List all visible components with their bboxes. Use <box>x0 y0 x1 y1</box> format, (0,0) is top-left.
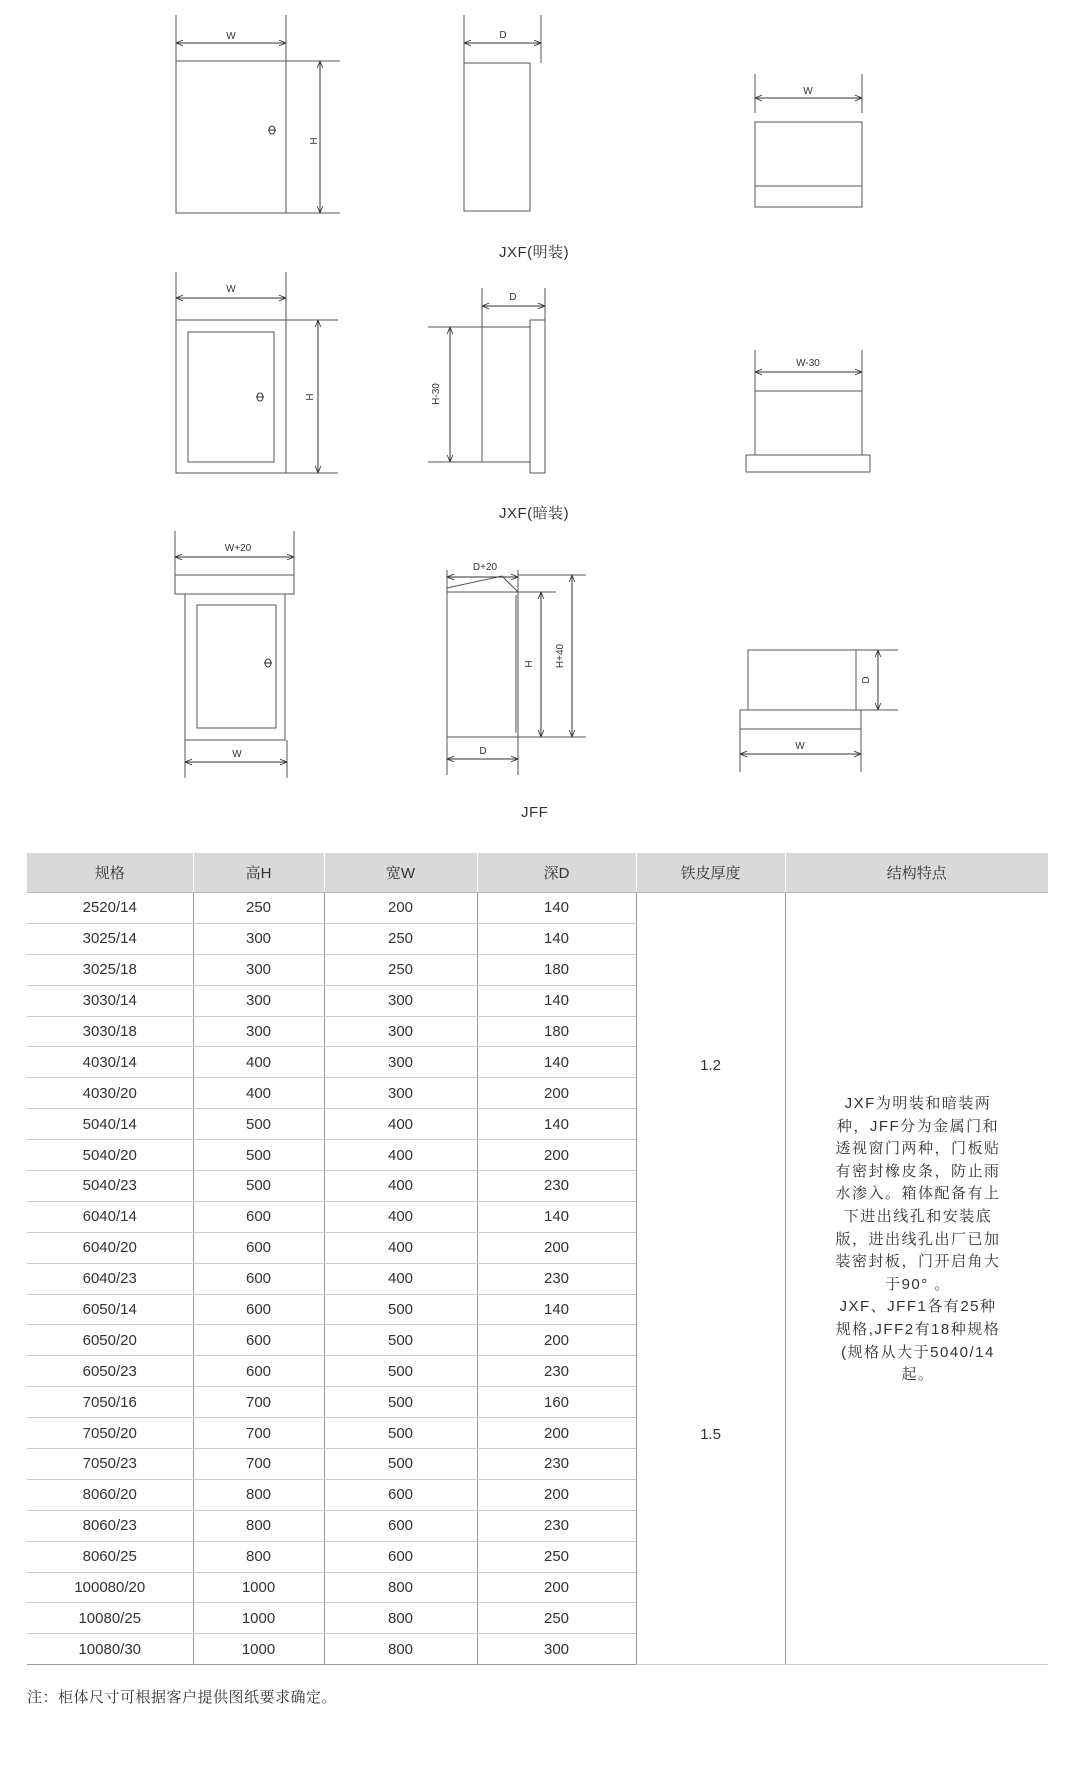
cell-depth: 140 <box>477 893 636 924</box>
jxf-surface-top-view <box>755 74 862 207</box>
cell-spec: 6050/20 <box>27 1325 193 1356</box>
label-d: D <box>479 746 487 757</box>
cell-height: 800 <box>193 1479 324 1510</box>
cell-depth: 140 <box>477 1294 636 1325</box>
cell-depth: 200 <box>477 1140 636 1171</box>
cell-depth: 300 <box>477 1634 636 1665</box>
footnote: 注：柜体尺寸可根据客户提供图纸要求确定。 <box>27 1689 338 1706</box>
cell-depth: 140 <box>477 1047 636 1078</box>
lock-icon <box>268 126 276 134</box>
cell-depth: 200 <box>477 1325 636 1356</box>
label-w: W <box>803 86 813 97</box>
label-h: H <box>307 137 318 145</box>
table-row <box>27 893 1048 924</box>
jxf-surface-side-view <box>464 15 541 211</box>
cell-depth: 230 <box>477 1171 636 1202</box>
header-features: 结构特点 <box>785 853 1048 893</box>
cell-height: 800 <box>193 1541 324 1572</box>
cell-spec: 8060/25 <box>27 1541 193 1572</box>
jff-front-view <box>175 531 294 778</box>
cell-height: 400 <box>193 1078 324 1109</box>
cell-width: 800 <box>324 1572 477 1603</box>
table-header-row <box>27 853 1048 893</box>
cell-width: 500 <box>324 1387 477 1418</box>
cell-depth: 140 <box>477 923 636 954</box>
cell-depth: 230 <box>477 1356 636 1387</box>
cell-depth: 250 <box>477 1603 636 1634</box>
label-w: W <box>232 749 242 760</box>
cell-width: 600 <box>324 1541 477 1572</box>
cell-spec: 10080/25 <box>27 1603 193 1634</box>
cell-depth: 180 <box>477 1016 636 1047</box>
label-w: W <box>795 741 805 752</box>
cell-depth: 230 <box>477 1263 636 1294</box>
cell-height: 600 <box>193 1263 324 1294</box>
cell-width: 400 <box>324 1232 477 1263</box>
thickness-value: 1.2 <box>700 1057 721 1074</box>
cell-width: 500 <box>324 1356 477 1387</box>
cell-height: 600 <box>193 1201 324 1232</box>
cell-width: 200 <box>324 893 477 924</box>
cell-depth: 230 <box>477 1510 636 1541</box>
cell-spec: 3025/18 <box>27 954 193 985</box>
cell-height: 300 <box>193 1016 324 1047</box>
jxf-flush-side-view <box>428 288 545 473</box>
cell-spec: 7050/23 <box>27 1449 193 1480</box>
cell-depth: 140 <box>477 985 636 1016</box>
header-width: 宽W <box>324 853 477 893</box>
label-w-minus-30: W-30 <box>796 358 820 369</box>
spec-table <box>27 853 1048 1665</box>
cell-depth: 200 <box>477 1479 636 1510</box>
jxf-surface-front-view <box>176 15 340 213</box>
label-w-plus-20: W+20 <box>224 543 252 554</box>
cell-height: 300 <box>193 954 324 985</box>
cell-spec: 3030/14 <box>27 985 193 1016</box>
cell-spec: 8060/20 <box>27 1479 193 1510</box>
header-height: 高H <box>193 853 324 893</box>
cell-height: 1000 <box>193 1634 324 1665</box>
cell-width: 300 <box>324 985 477 1016</box>
cell-height: 600 <box>193 1356 324 1387</box>
cell-spec: 8060/23 <box>27 1510 193 1541</box>
cell-depth: 250 <box>477 1541 636 1572</box>
header-thickness: 铁皮厚度 <box>636 853 785 893</box>
cell-spec: 5040/14 <box>27 1109 193 1140</box>
cell-height: 600 <box>193 1325 324 1356</box>
cell-width: 500 <box>324 1294 477 1325</box>
jxf-flush-front-view <box>176 272 338 473</box>
cell-width: 500 <box>324 1325 477 1356</box>
cell-width: 300 <box>324 1078 477 1109</box>
cell-spec: 5040/23 <box>27 1171 193 1202</box>
cell-spec: 4030/14 <box>27 1047 193 1078</box>
cell-height: 300 <box>193 985 324 1016</box>
cell-height: 250 <box>193 893 324 924</box>
cell-spec: 10080/30 <box>27 1634 193 1665</box>
cell-width: 300 <box>324 1016 477 1047</box>
cell-depth: 180 <box>477 954 636 985</box>
features-cell <box>785 893 1048 1665</box>
cell-height: 500 <box>193 1171 324 1202</box>
cell-width: 400 <box>324 1171 477 1202</box>
cell-width: 600 <box>324 1479 477 1510</box>
cell-spec: 6040/20 <box>27 1232 193 1263</box>
cell-depth: 140 <box>477 1109 636 1140</box>
cell-height: 600 <box>193 1232 324 1263</box>
label-h: H <box>524 660 535 668</box>
cell-width: 250 <box>324 923 477 954</box>
dimension-drawings <box>0 0 1067 840</box>
cell-depth: 200 <box>477 1418 636 1449</box>
lock-icon <box>256 393 264 401</box>
cell-spec: 6050/14 <box>27 1294 193 1325</box>
cell-spec: 5040/20 <box>27 1140 193 1171</box>
jff-top-view <box>740 650 898 772</box>
cell-height: 1000 <box>193 1603 324 1634</box>
cell-spec: 100080/20 <box>27 1572 193 1603</box>
cell-width: 400 <box>324 1140 477 1171</box>
thickness-value: 1.5 <box>700 1426 721 1443</box>
label-d-plus-20: D+20 <box>472 562 498 573</box>
label-d: D <box>861 676 872 684</box>
label-d: D <box>509 292 517 303</box>
cell-depth: 230 <box>477 1449 636 1480</box>
cell-depth: 140 <box>477 1201 636 1232</box>
cell-width: 800 <box>324 1603 477 1634</box>
cell-height: 400 <box>193 1047 324 1078</box>
header-depth: 深D <box>477 853 636 893</box>
cell-spec: 3030/18 <box>27 1016 193 1047</box>
cell-width: 400 <box>324 1201 477 1232</box>
cell-height: 500 <box>193 1109 324 1140</box>
label-h-plus-40: H+40 <box>555 643 566 669</box>
label-w: W <box>226 284 236 295</box>
cell-height: 700 <box>193 1449 324 1480</box>
cell-spec: 7050/20 <box>27 1418 193 1449</box>
jxf-flush-top-view <box>746 350 870 472</box>
cell-width: 400 <box>324 1263 477 1294</box>
cell-depth: 200 <box>477 1572 636 1603</box>
label-h: H <box>303 393 314 401</box>
cell-height: 1000 <box>193 1572 324 1603</box>
cell-spec: 6040/23 <box>27 1263 193 1294</box>
lock-icon <box>264 659 272 667</box>
cell-depth: 160 <box>477 1387 636 1418</box>
caption-jxf-surface: JXF(明装) <box>499 244 570 261</box>
cell-width: 500 <box>324 1449 477 1480</box>
cell-spec: 3025/14 <box>27 923 193 954</box>
cell-width: 500 <box>324 1418 477 1449</box>
caption-jxf-flush: JXF(暗装) <box>499 505 570 522</box>
cell-height: 800 <box>193 1510 324 1541</box>
cell-width: 800 <box>324 1634 477 1665</box>
label-d: D <box>499 30 507 41</box>
cell-width: 300 <box>324 1047 477 1078</box>
cell-spec: 2520/14 <box>27 893 193 924</box>
label-w: W <box>226 31 236 42</box>
thickness-cell <box>636 893 785 1665</box>
header-spec: 规格 <box>27 853 193 893</box>
cell-height: 500 <box>193 1140 324 1171</box>
cell-spec: 6050/23 <box>27 1356 193 1387</box>
cell-spec: 7050/16 <box>27 1387 193 1418</box>
cell-height: 700 <box>193 1418 324 1449</box>
cell-spec: 6040/14 <box>27 1201 193 1232</box>
cell-width: 250 <box>324 954 477 985</box>
cell-height: 300 <box>193 923 324 954</box>
cell-width: 400 <box>324 1109 477 1140</box>
caption-jff: JFF <box>521 804 549 821</box>
cell-depth: 200 <box>477 1232 636 1263</box>
cell-spec: 4030/20 <box>27 1078 193 1109</box>
cell-width: 600 <box>324 1510 477 1541</box>
cell-height: 600 <box>193 1294 324 1325</box>
cell-height: 700 <box>193 1387 324 1418</box>
jff-side-view <box>447 562 586 775</box>
cell-depth: 200 <box>477 1078 636 1109</box>
features-text: JXF为明装和暗装两种，JFF分为金属门和透视窗门两种，门板贴有密封橡皮条，防止雨水渗入。箱体配备有上下进出线孔和安装底版，进出线孔出厂已加装密封板，门开启角大于90° 。 JXF、JFF1各有25种规格,JFF2有18种规格(规格从大于5040/14起。 <box>835 1095 1001 1384</box>
cabinet-diagrams <box>0 0 1067 840</box>
label-h-minus-30: H-30 <box>431 383 442 405</box>
